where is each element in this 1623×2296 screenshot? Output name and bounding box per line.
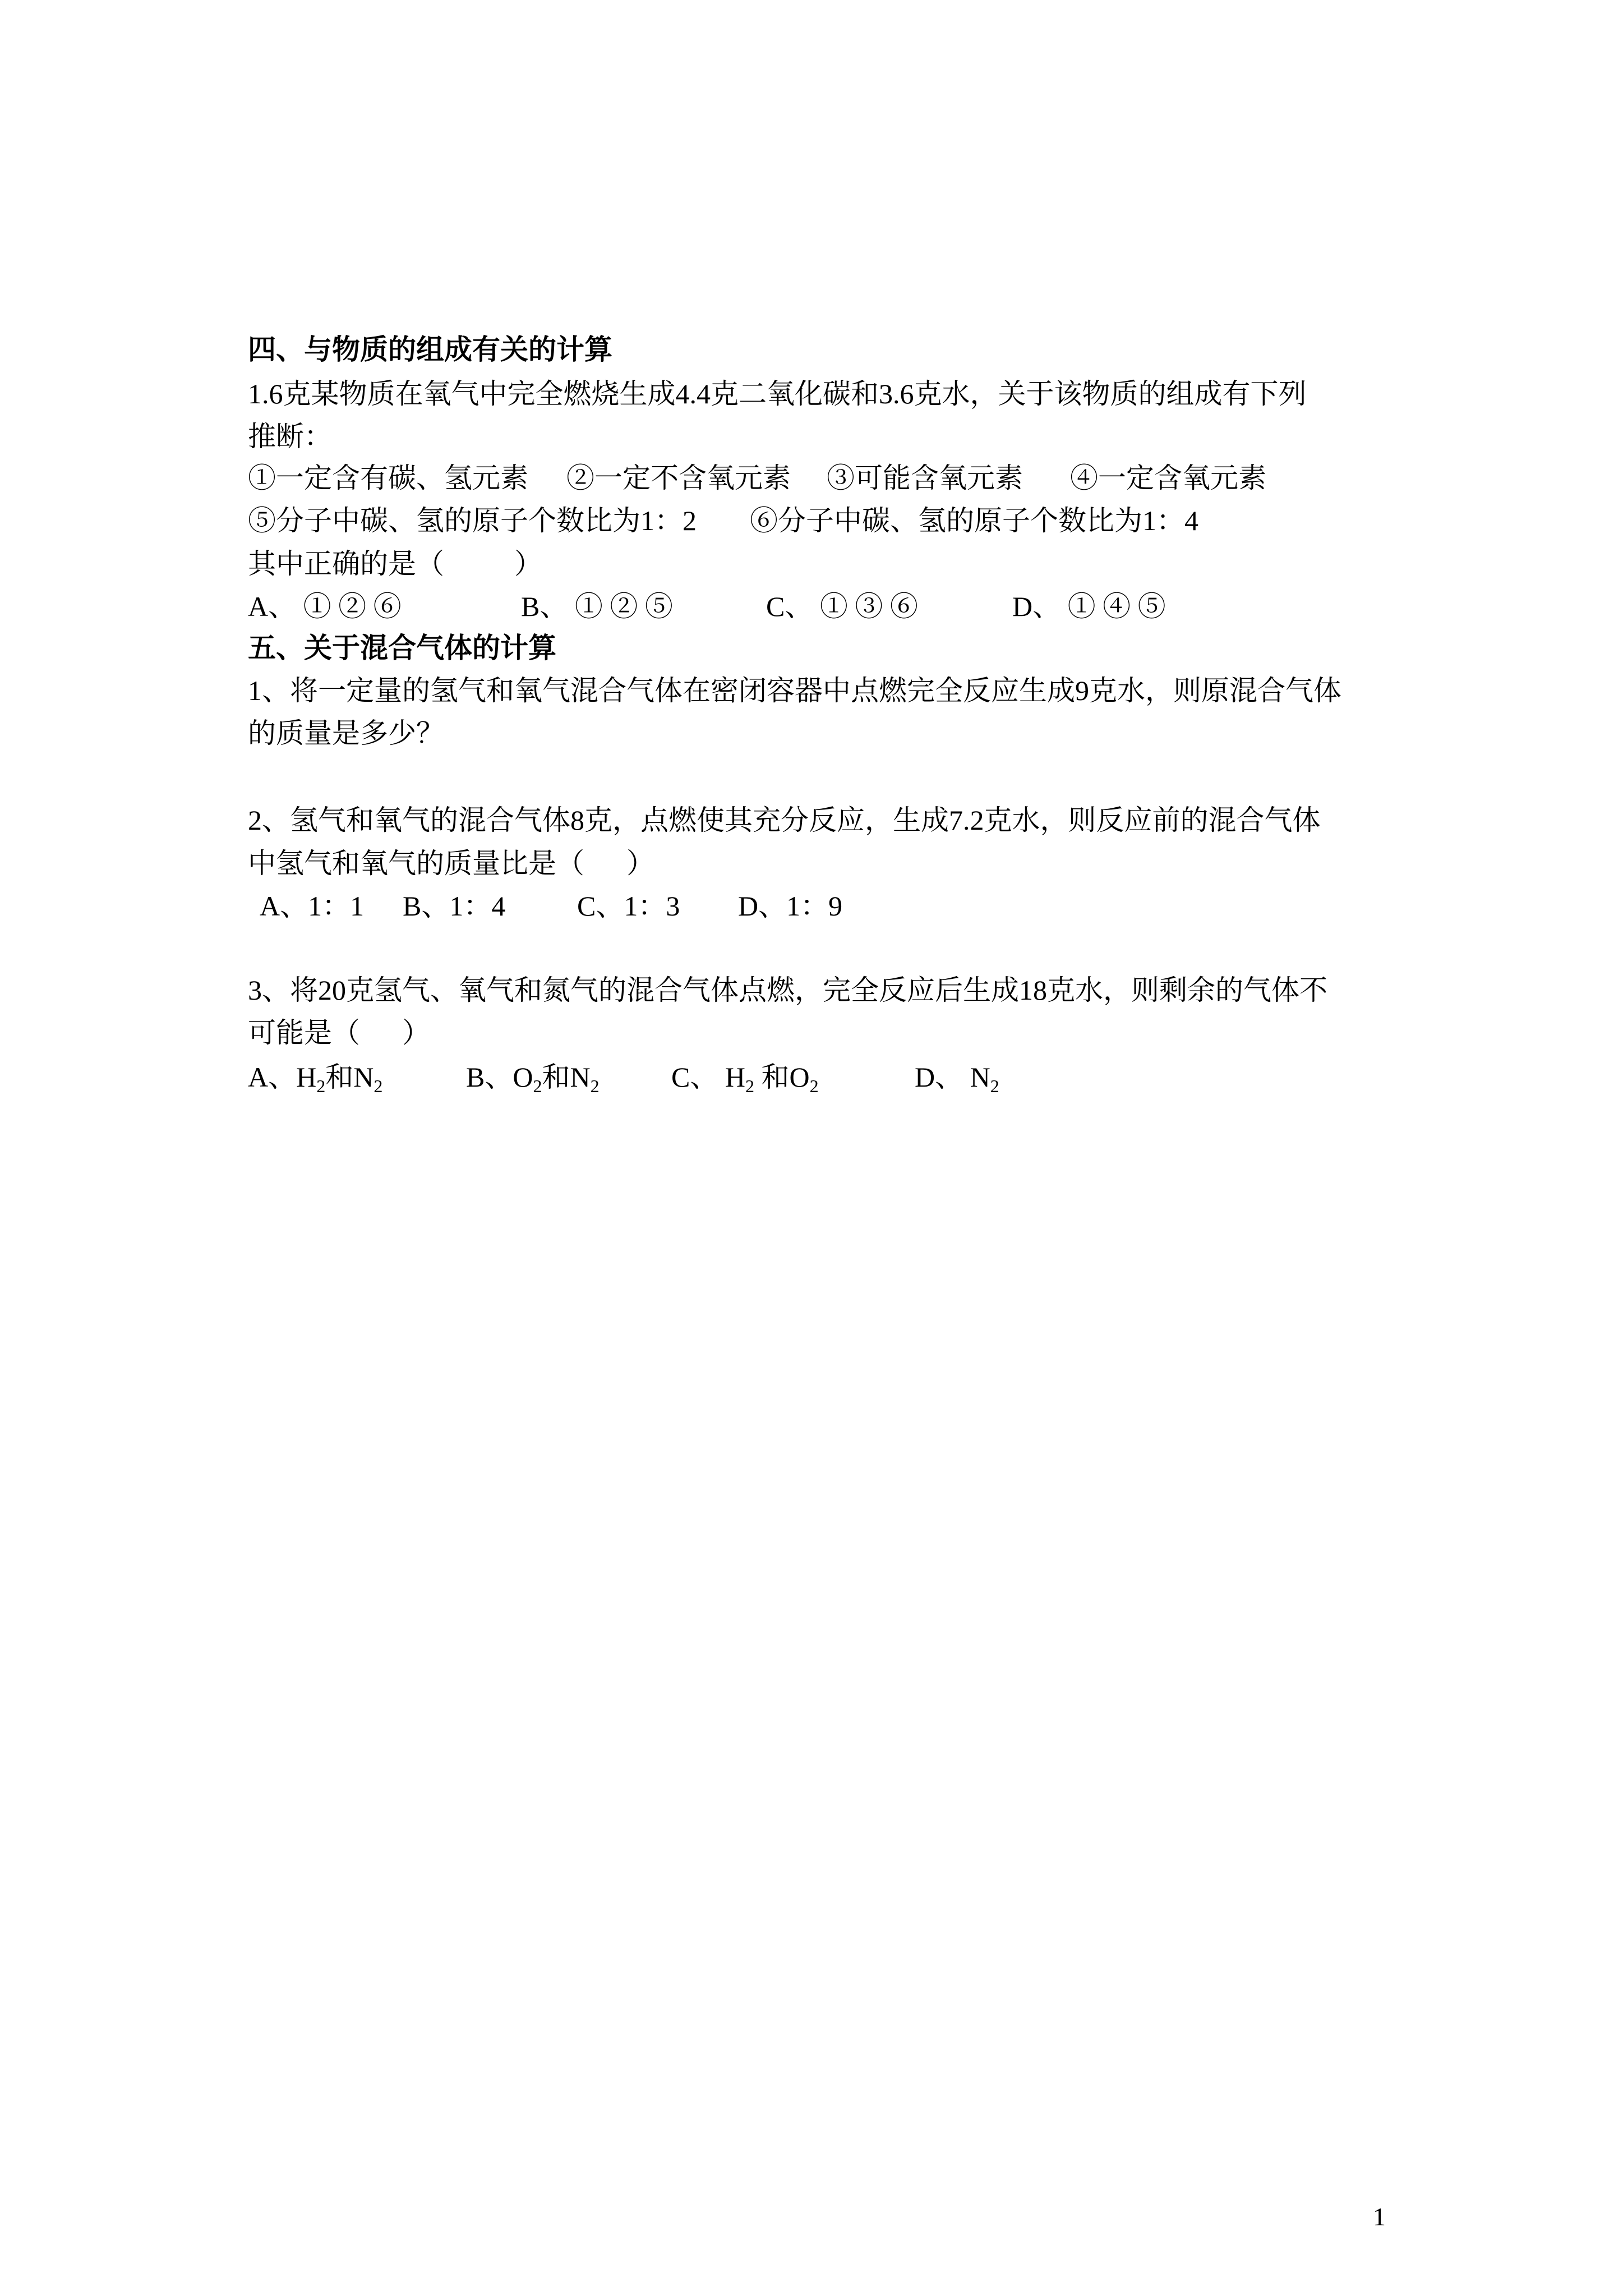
- q3-option-a-text-2: 和N: [325, 1061, 374, 1093]
- q3-option-c-text-1: C、 H: [671, 1061, 745, 1093]
- section-4-prompt: 其中正确的是（ ）: [248, 548, 542, 579]
- q3-line-1: 3、将20克氢气、氧气和氮气的混合气体点燃，完全反应后生成18克水，则剩余的气体不: [248, 974, 1327, 1006]
- q2-option-d: D、1：9: [738, 890, 843, 922]
- q2-option-b: B、1：4: [403, 890, 506, 922]
- q3-option-d: [915, 1056, 999, 1098]
- section-4-options: [248, 585, 1426, 628]
- statement-3: ③可能含氧元素: [827, 462, 1023, 494]
- q3-option-b-text-2: 和N: [542, 1061, 591, 1093]
- q3-option-d-subscript-1: 2: [990, 1076, 999, 1096]
- q1-line-1: 1、将一定量的氢气和氧气混合气体在密闭容器中点燃完全反应生成9克水，则原混合气体: [248, 675, 1341, 706]
- q3-option-b-subscript-2: 2: [590, 1076, 600, 1096]
- option-b: B、 ① ② ⑤: [521, 591, 673, 622]
- page-number: 1: [1373, 2202, 1386, 2231]
- q3-option-c-subscript-1: 2: [745, 1076, 754, 1096]
- statement-2: ②一定不含氧元素: [566, 462, 791, 494]
- section-5-heading: 五、关于混合气体的计算: [248, 632, 556, 664]
- q3-line-2: 可能是（ ）: [248, 1017, 430, 1048]
- q3-option-a-subscript-2: 2: [374, 1076, 383, 1096]
- q2-options: [248, 885, 1426, 927]
- statement-4: ④一定含氧元素: [1070, 462, 1266, 494]
- q3-option-c-text-2: 和O: [754, 1061, 810, 1093]
- q2-option-a: A、1：1: [260, 890, 365, 922]
- statement-row-1: [248, 457, 1426, 499]
- q3-option-a: [248, 1056, 382, 1098]
- q2-option-c: C、1：3: [577, 890, 680, 922]
- q3-option-d-text-1: D、 N: [915, 1061, 990, 1093]
- section-4-question-line-1: 1.6克某物质在氧气中完全燃烧生成4.4克二氧化碳和3.6克水，关于该物质的组成有下列: [248, 378, 1307, 409]
- section-4-heading: 四、与物质的组成有关的计算: [248, 334, 612, 365]
- statement-1: ①一定含有碳、氢元素: [248, 462, 528, 494]
- q1-line-2: 的质量是多少？: [248, 717, 444, 749]
- statement-6: ⑥分子中碳、氢的原子个数比为1：4: [750, 505, 1198, 536]
- option-a: A、 ① ② ⑥: [248, 591, 402, 622]
- q2-line-2: 中氢气和氧气的质量比是（ ）: [248, 848, 654, 879]
- option-c: C、 ① ③ ⑥: [766, 591, 918, 622]
- q3-option-b-subscript-1: 2: [533, 1076, 542, 1096]
- q3-options: [248, 1056, 1426, 1098]
- option-d: D、 ① ④ ⑤: [1012, 591, 1166, 622]
- q3-option-b-text-1: B、O: [466, 1061, 533, 1093]
- statement-row-2: [248, 499, 1426, 542]
- q3-option-a-text-1: A、H: [248, 1061, 317, 1093]
- q2-line-1: 2、氢气和氧气的混合气体8克，点燃使其充分反应，生成7.2克水，则反应前的混合气体: [248, 804, 1321, 836]
- q3-option-c-subscript-2: 2: [809, 1076, 819, 1096]
- q3-option-c: [671, 1056, 819, 1098]
- statement-5: ⑤分子中碳、氢的原子个数比为1：2: [248, 505, 697, 536]
- q3-option-b: [466, 1056, 600, 1098]
- section-4-question-line-2: 推断：: [248, 421, 332, 452]
- q3-option-a-subscript-1: 2: [316, 1076, 326, 1096]
